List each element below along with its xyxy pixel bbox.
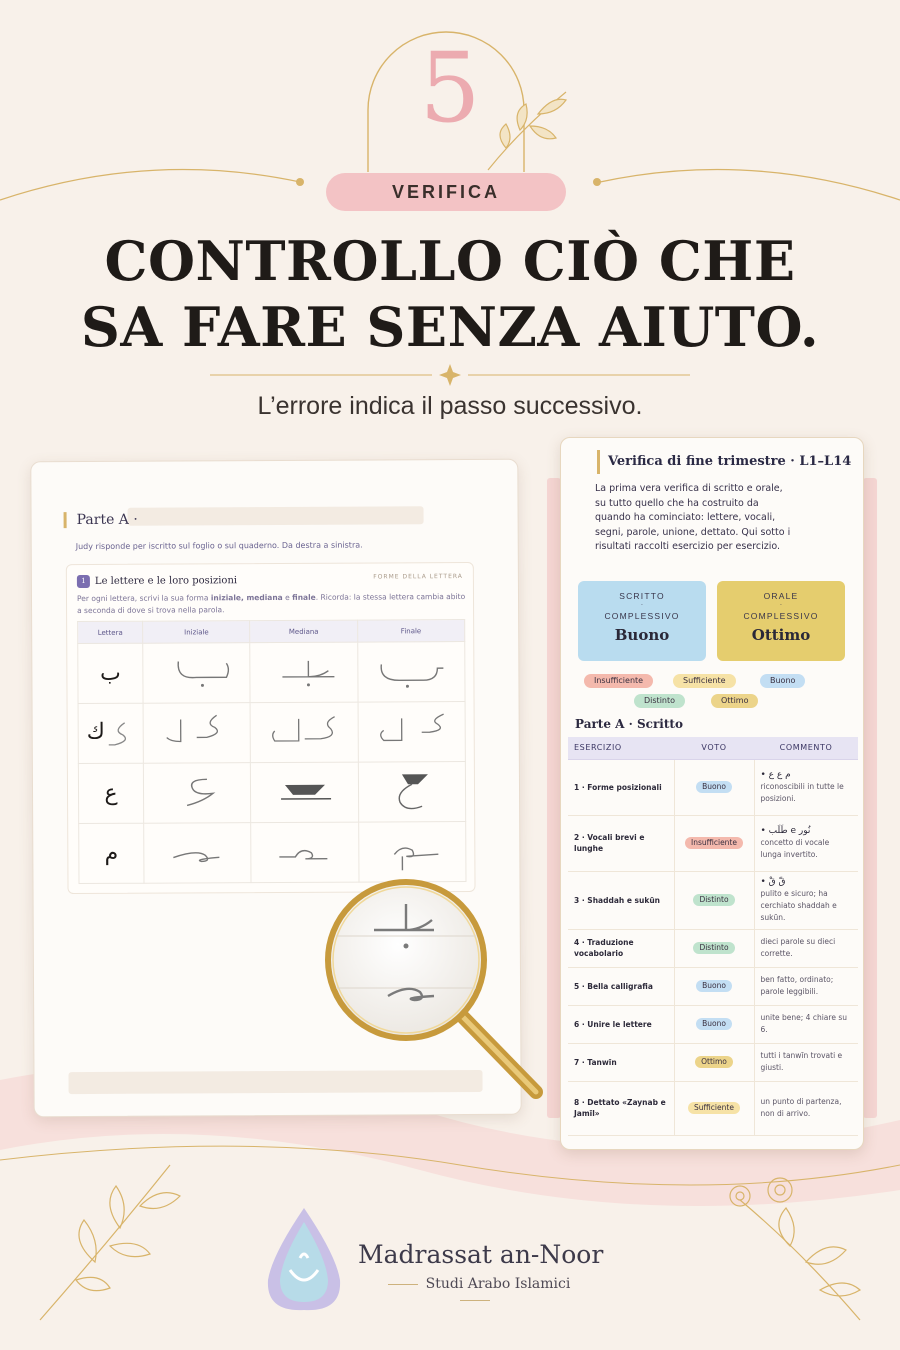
comment-text: un punto di partenza, non di arrivo. bbox=[760, 1097, 842, 1118]
grade-cell bbox=[674, 815, 754, 871]
exercise-cell: 2 · Vocali brevi e lunghe bbox=[568, 815, 674, 871]
handwriting-cell bbox=[144, 823, 252, 884]
written-label-bottom: COMPLESSIVO bbox=[604, 611, 680, 621]
exercise-tag: FORME DELLA LETTERA bbox=[373, 573, 463, 581]
column-header: Lettera bbox=[78, 621, 143, 643]
headline bbox=[0, 228, 900, 360]
comment-cell bbox=[754, 815, 858, 871]
exercise-box bbox=[66, 562, 476, 894]
worksheet-instruction: Judy risponde per iscritto sul foglio o sul quaderno. Da destra a sinistra. bbox=[75, 540, 363, 552]
letter-cell: م bbox=[104, 840, 119, 866]
column-header: COMMENTO bbox=[754, 737, 858, 759]
exercise-cell: 4 · Traduzione vocabolario bbox=[568, 929, 674, 967]
handwriting-cell bbox=[251, 822, 359, 883]
handwriting-cell bbox=[143, 763, 251, 824]
school-subtitle: Studi Arabo Islamici bbox=[360, 1276, 590, 1308]
grade-cell bbox=[674, 759, 754, 815]
handwriting-cell bbox=[358, 822, 466, 883]
grade-cell bbox=[674, 1043, 754, 1081]
exercise-description: Per ogni lettera, scrivi la sua forma iniziale, mediana e finale. Ricorda: la stessa lettera cambia abito a seconda di dove si trova nella parola. bbox=[76, 592, 466, 616]
handwriting-cell bbox=[250, 642, 358, 703]
exercise-cell: 8 · Dettato «Zaynab e Jamīl» bbox=[568, 1081, 674, 1135]
table-row bbox=[568, 871, 858, 929]
school-name: Madrassat an-Noor bbox=[358, 1240, 604, 1269]
redacted-bar bbox=[128, 506, 424, 526]
legend-chip: Insufficiente bbox=[584, 674, 653, 688]
table-row bbox=[568, 929, 858, 967]
comment-text: unite bene; 4 chiare su 6. bbox=[760, 1013, 847, 1034]
arabic-example: • طَلَب e نُور bbox=[760, 826, 811, 836]
exercise-number-badge: 1 bbox=[77, 575, 90, 588]
handwriting-cell bbox=[143, 643, 251, 704]
card-title: Verifica di fine trimestre · L1–L14 bbox=[597, 450, 851, 474]
worksheet-part-label: Parte A · bbox=[64, 512, 138, 528]
comment-text: tutti i tanwīn trovati e giusti. bbox=[760, 1051, 843, 1072]
grade-cell bbox=[674, 1005, 754, 1043]
comment-text: riconoscibili in tutte le posizioni. bbox=[760, 782, 844, 803]
oral-label-bottom: COMPLESSIVO bbox=[743, 611, 819, 621]
grade-chip: Distinto bbox=[693, 942, 734, 954]
results-table bbox=[568, 737, 858, 1136]
handwriting-cell bbox=[358, 762, 466, 823]
exercise-cell: 7 · Tanwīn bbox=[568, 1043, 674, 1081]
table-row bbox=[568, 1043, 858, 1081]
legend-chip: Buono bbox=[760, 674, 805, 688]
grade-chip: Buono bbox=[696, 781, 732, 793]
grade-cell bbox=[674, 871, 754, 929]
letter-cell: ك bbox=[86, 718, 105, 744]
table-row bbox=[568, 1005, 858, 1043]
comment-cell bbox=[754, 1005, 858, 1043]
table-row bbox=[568, 1081, 858, 1135]
comment-cell bbox=[754, 1081, 858, 1135]
handwriting-cell bbox=[357, 642, 465, 703]
card-intro: La prima vera verifica di scritto e orale, su tutto quello che ha costruito da quando ha cominciato: lettere, vocali, segni, parole, unione, dettato. Qui sotto i risultati raccolti esercizio per esercizio. bbox=[595, 483, 791, 552]
exercise-cell: 5 · Bella calligrafia bbox=[568, 967, 674, 1005]
comment-text: ben fatto, ordinato; parole leggibili. bbox=[760, 975, 834, 996]
table-row bbox=[79, 822, 466, 884]
written-overall-box bbox=[578, 581, 706, 661]
comment-text: concetto di vocale lunga invertito. bbox=[760, 838, 830, 859]
comment-cell bbox=[754, 871, 858, 929]
arabic-example: • م ع ع bbox=[760, 770, 791, 780]
comment-cell bbox=[754, 759, 858, 815]
part-title: Parte A · Scritto bbox=[575, 717, 683, 731]
oral-grade: Ottimo bbox=[751, 626, 811, 644]
headline-line-1: CONTROLLO CIÒ CHE bbox=[104, 229, 796, 293]
letter-cell: ع bbox=[104, 780, 118, 806]
exercise-cell: 3 · Shaddah e sukūn bbox=[568, 871, 674, 929]
handwriting-cell bbox=[358, 702, 466, 763]
exercise-cell: 1 · Forme posizionali bbox=[568, 759, 674, 815]
comment-text: pulito e sicuro; ha cerchiato shaddah e sukūn. bbox=[760, 889, 837, 922]
oral-label-top: ORALE bbox=[763, 591, 799, 601]
written-grade: Buono bbox=[614, 626, 670, 644]
column-header: Mediana bbox=[250, 620, 357, 643]
letter-cell: ب bbox=[100, 660, 121, 686]
handwriting-cell bbox=[250, 702, 358, 763]
exercise-cell: 6 · Unire le lettere bbox=[568, 1005, 674, 1043]
column-header: Iniziale bbox=[143, 621, 250, 644]
written-label-top: SCRITTO bbox=[619, 591, 665, 601]
comment-cell bbox=[754, 1043, 858, 1081]
step-number: 5 bbox=[419, 32, 481, 144]
oral-overall-box bbox=[717, 581, 845, 661]
legend-chip: Distinto bbox=[634, 694, 685, 708]
handwriting-cell bbox=[143, 703, 251, 764]
table-row bbox=[78, 642, 465, 704]
table-row bbox=[78, 762, 465, 824]
grade-cell bbox=[674, 1081, 754, 1135]
table-row bbox=[568, 967, 858, 1005]
exercise-title-text: Le lettere e le loro posizioni bbox=[94, 575, 238, 587]
section-badge: VERIFICA bbox=[326, 173, 566, 211]
grade-cell bbox=[674, 967, 754, 1005]
results-card bbox=[560, 437, 864, 1150]
grade-chip: Buono bbox=[696, 980, 732, 992]
legend-chip: Ottimo bbox=[711, 694, 758, 708]
comment-cell bbox=[754, 929, 858, 967]
column-header: ESERCIZIO bbox=[568, 737, 674, 759]
card-accent-left bbox=[547, 478, 561, 1118]
handwriting-cell bbox=[251, 762, 359, 823]
table-row bbox=[568, 815, 858, 871]
legend-chip: Sufficiente bbox=[673, 674, 736, 688]
table-row bbox=[568, 759, 858, 815]
magnifying-glass-icon bbox=[322, 876, 558, 1112]
grade-chip: Distinto bbox=[693, 894, 734, 906]
subline: L’errore indica il passo successivo. bbox=[257, 392, 643, 420]
exercise-title bbox=[77, 574, 237, 588]
separator-dot: · bbox=[780, 602, 782, 609]
card-accent-right bbox=[863, 478, 877, 1118]
comment-cell bbox=[754, 967, 858, 1005]
grade-chip: Ottimo bbox=[695, 1056, 733, 1068]
separator-dot: · bbox=[641, 602, 643, 609]
grade-cell bbox=[674, 929, 754, 967]
table-row bbox=[78, 702, 465, 764]
headline-line-2: SA FARE SENZA AIUTO. bbox=[80, 295, 820, 359]
grade-chip: Insufficiente bbox=[685, 837, 743, 849]
column-header: Finale bbox=[357, 620, 464, 643]
grade-chip: Sufficiente bbox=[688, 1102, 740, 1114]
arabic-example: • قّ قْ bbox=[760, 877, 786, 887]
comment-text: dieci parole su dieci corrette. bbox=[760, 937, 836, 958]
letter-forms-table bbox=[77, 619, 466, 884]
grade-chip: Buono bbox=[696, 1018, 732, 1030]
column-header: VOTO bbox=[674, 737, 754, 759]
